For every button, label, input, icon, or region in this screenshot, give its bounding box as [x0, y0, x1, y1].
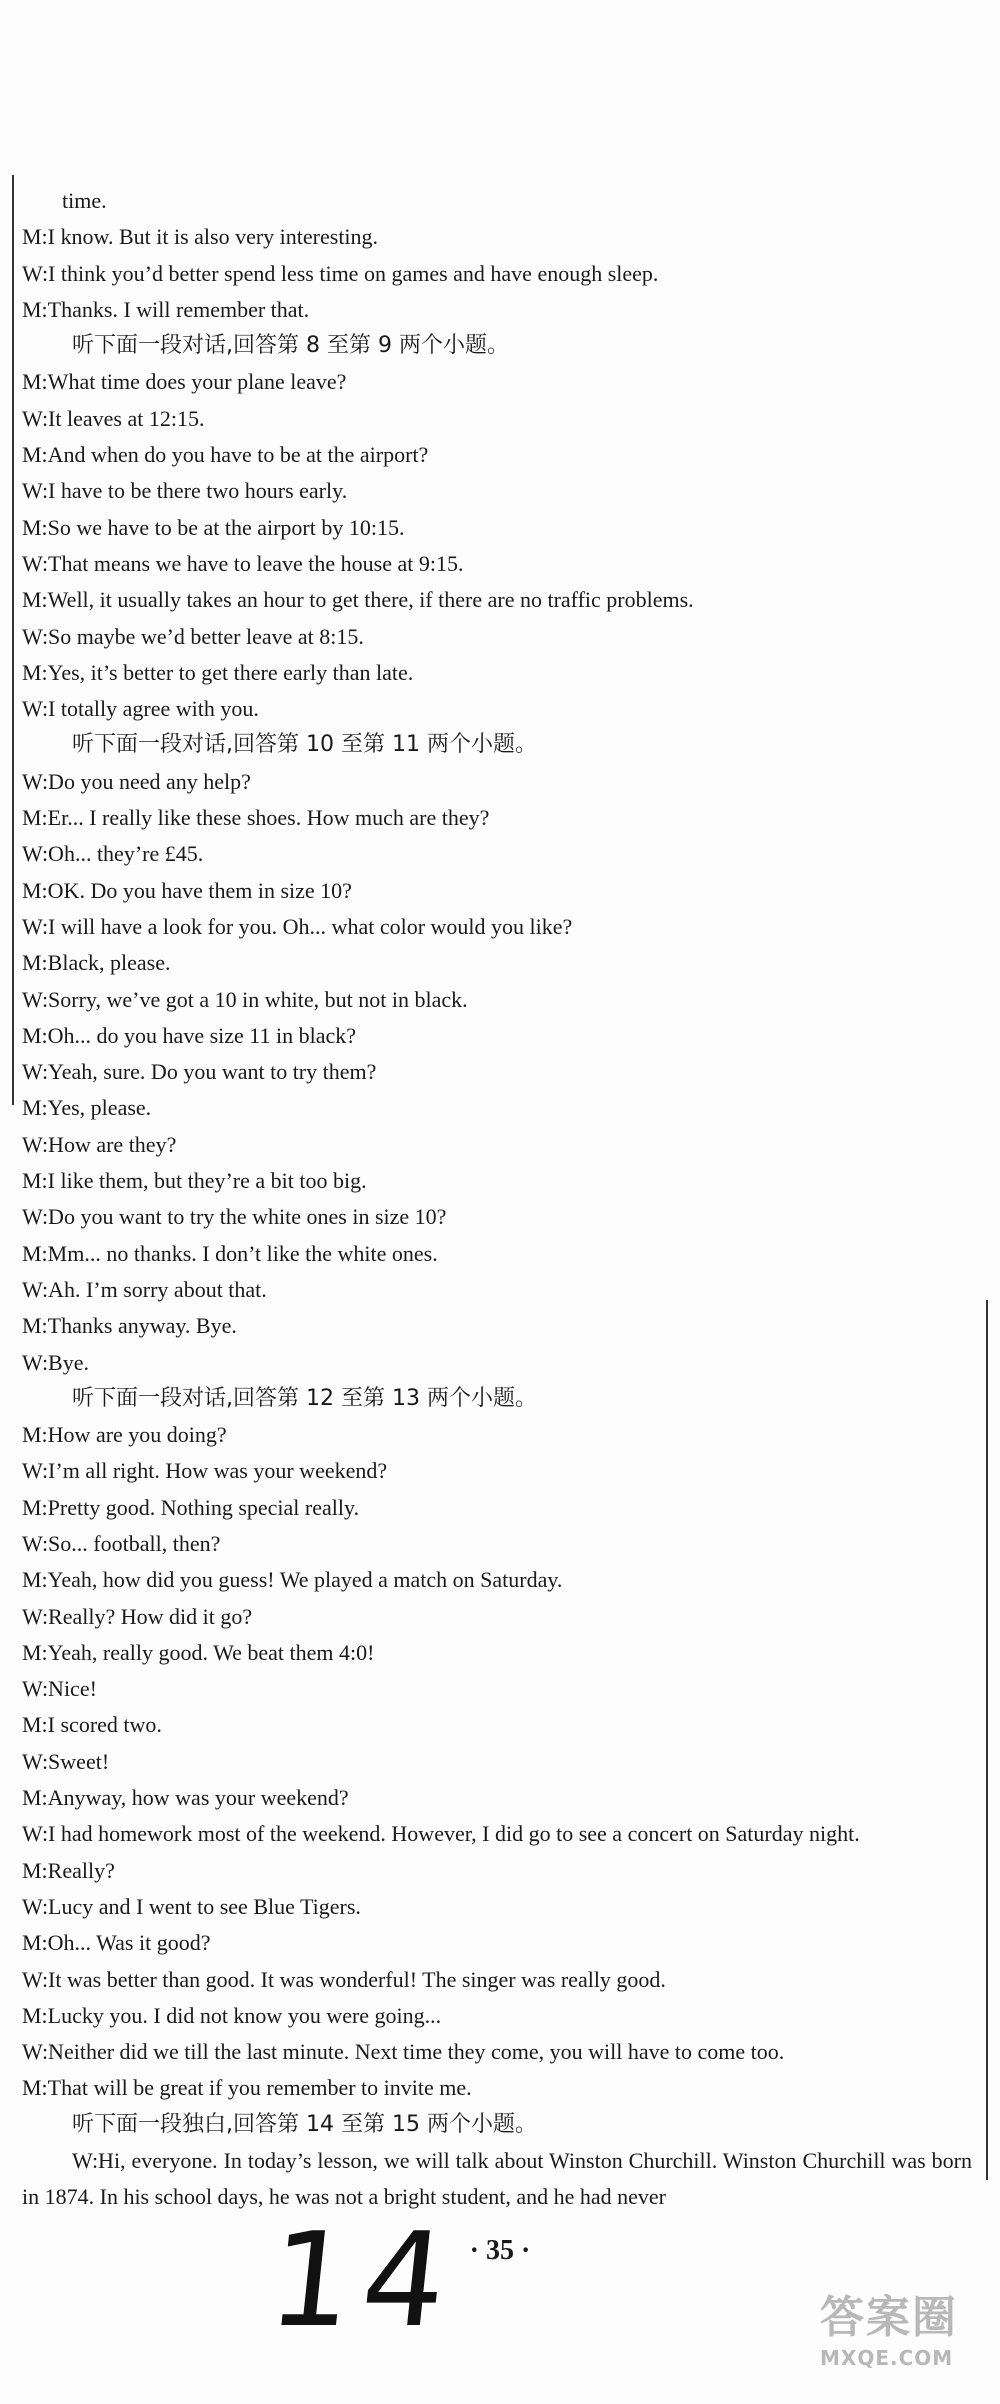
dialogue-line: W:Neither did we till the last minute. Next time they come, you will have to come too.: [22, 2039, 785, 2065]
dialogue-lines: [22, 183, 982, 2143]
dialogue-line: M:Oh... Was it good?: [22, 1930, 211, 1956]
dialogue-line: W:Do you want to try the white ones in size 10?: [22, 1204, 447, 1230]
right-binding-line: [986, 1300, 988, 2180]
dialogue-line: W:That means we have to leave the house at 9:15.: [22, 550, 464, 576]
dialogue-line: time.: [62, 188, 107, 213]
dialogue-line: W:Oh... they’re £45.: [22, 841, 204, 867]
dialogue-line: M:Black, please.: [22, 950, 171, 976]
dialogue-line: W:Sorry, we’ve got a 10 in white, but not in black.: [22, 986, 468, 1012]
dialogue-line: M:That will be great if you remember to invite me.: [22, 2075, 472, 2101]
dialogue-line: M:Oh... do you have size 11 in black?: [22, 1022, 356, 1048]
dialogue-line: M:And when do you have to be at the airport?: [22, 442, 429, 468]
dialogue-line: M:Yes, it’s better to get there early than late.: [22, 659, 414, 685]
dialogue-line: M:Mm... no thanks. I don’t like the white ones.: [22, 1240, 438, 1266]
section-heading: 听下面一段对话,回答第 10 至第 11 两个小题。: [72, 732, 537, 758]
dialogue-line: M:I scored two.: [22, 1712, 162, 1738]
dialogue-line: W:Do you need any help?: [22, 768, 251, 794]
dialogue-line: W:So... football, then?: [22, 1530, 221, 1556]
dialogue-line: M:Lucky you. I did not know you were going...: [22, 2002, 442, 2028]
dialogue-line: M:Anyway, how was your weekend?: [22, 1785, 349, 1811]
dialogue-line: W:Really? How did it go?: [22, 1603, 253, 1629]
dialogue-line: W:It leaves at 12:15.: [22, 405, 205, 431]
dialogue-line: W:So maybe we’d better leave at 8:15.: [22, 623, 364, 649]
watermark-url: MXQE.COM: [820, 2346, 954, 2370]
dialogue-line: W:Yeah, sure. Do you want to try them?: [22, 1059, 377, 1085]
dialogue-line: M:Yeah, how did you guess! We played a match on Saturday.: [22, 1567, 563, 1593]
dialogue-line: M:I like them, but they’re a bit too big.: [22, 1168, 367, 1194]
dialogue-line: W:I totally agree with you.: [22, 696, 259, 722]
dialogue-line: W:Sweet!: [22, 1748, 110, 1774]
dialogue-line: W:It was better than good. It was wonderful! The singer was really good.: [22, 1966, 666, 1992]
dialogue-line: M:Er... I really like these shoes. How much are they?: [22, 805, 490, 831]
dialogue-line: W:How are they?: [22, 1131, 177, 1157]
watermark-title: 答案圈: [820, 2292, 958, 2343]
dialogue-line: W:I had homework most of the weekend. However, I did go to see a concert on Saturday night.: [22, 1821, 860, 1847]
dialogue-line: W:Ah. I’m sorry about that.: [22, 1276, 267, 1302]
dialogue-line: W:I’m all right. How was your weekend?: [22, 1458, 388, 1484]
dialogue-line: M:How are you doing?: [22, 1422, 227, 1448]
dialogue-line: W:Lucy and I went to see Blue Tigers.: [22, 1893, 361, 1919]
dialogue-line: M:So we have to be at the airport by 10:15.: [22, 514, 405, 540]
dialogue-line: M:Thanks anyway. Bye.: [22, 1313, 237, 1339]
section-heading: 听下面一段独白,回答第 14 至第 15 两个小题。: [72, 2111, 537, 2137]
dialogue-line: W:Nice!: [22, 1676, 97, 1702]
transcript-content: [22, 183, 982, 2216]
dialogue-line: M:I know. But it is also very interesting.: [22, 224, 379, 250]
page-number: · 35 ·: [469, 2235, 531, 2266]
dialogue-line: M:Pretty good. Nothing special really.: [22, 1494, 360, 1520]
dialogue-line: M:Yeah, really good. We beat them 4:0!: [22, 1639, 375, 1665]
dialogue-line: W:I will have a look for you. Oh... what color would you like?: [22, 913, 573, 939]
dialogue-line: W:I think you’d better spend less time on games and have enough sleep.: [22, 260, 659, 286]
dialogue-line: M:Well, it usually takes an hour to get there, if there are no traffic problems.: [22, 587, 694, 613]
handwritten-note: 14: [262, 2204, 464, 2356]
dialogue-line: W:Bye.: [22, 1349, 89, 1375]
dialogue-line: M:OK. Do you have them in size 10?: [22, 877, 352, 903]
dialogue-line: M:Yes, please.: [22, 1095, 152, 1121]
dialogue-line: M:Really?: [22, 1857, 115, 1883]
monologue-paragraph: W:Hi, everyone. In today’s lesson, we will talk about Winston Churchill. Winston Churchill was born in 1874. In his school days, he was not a bright student, and he had never: [22, 2148, 972, 2210]
dialogue-line: W:I have to be there two hours early.: [22, 478, 348, 504]
dialogue-line: M:What time does your plane leave?: [22, 369, 347, 395]
section-heading: 听下面一段对话,回答第 8 至第 9 两个小题。: [72, 333, 509, 359]
dialogue-line: M:Thanks. I will remember that.: [22, 296, 310, 322]
section-heading: 听下面一段对话,回答第 12 至第 13 两个小题。: [72, 1385, 537, 1411]
watermark-logo: [820, 2290, 990, 2390]
left-binding-line: [12, 175, 14, 1105]
